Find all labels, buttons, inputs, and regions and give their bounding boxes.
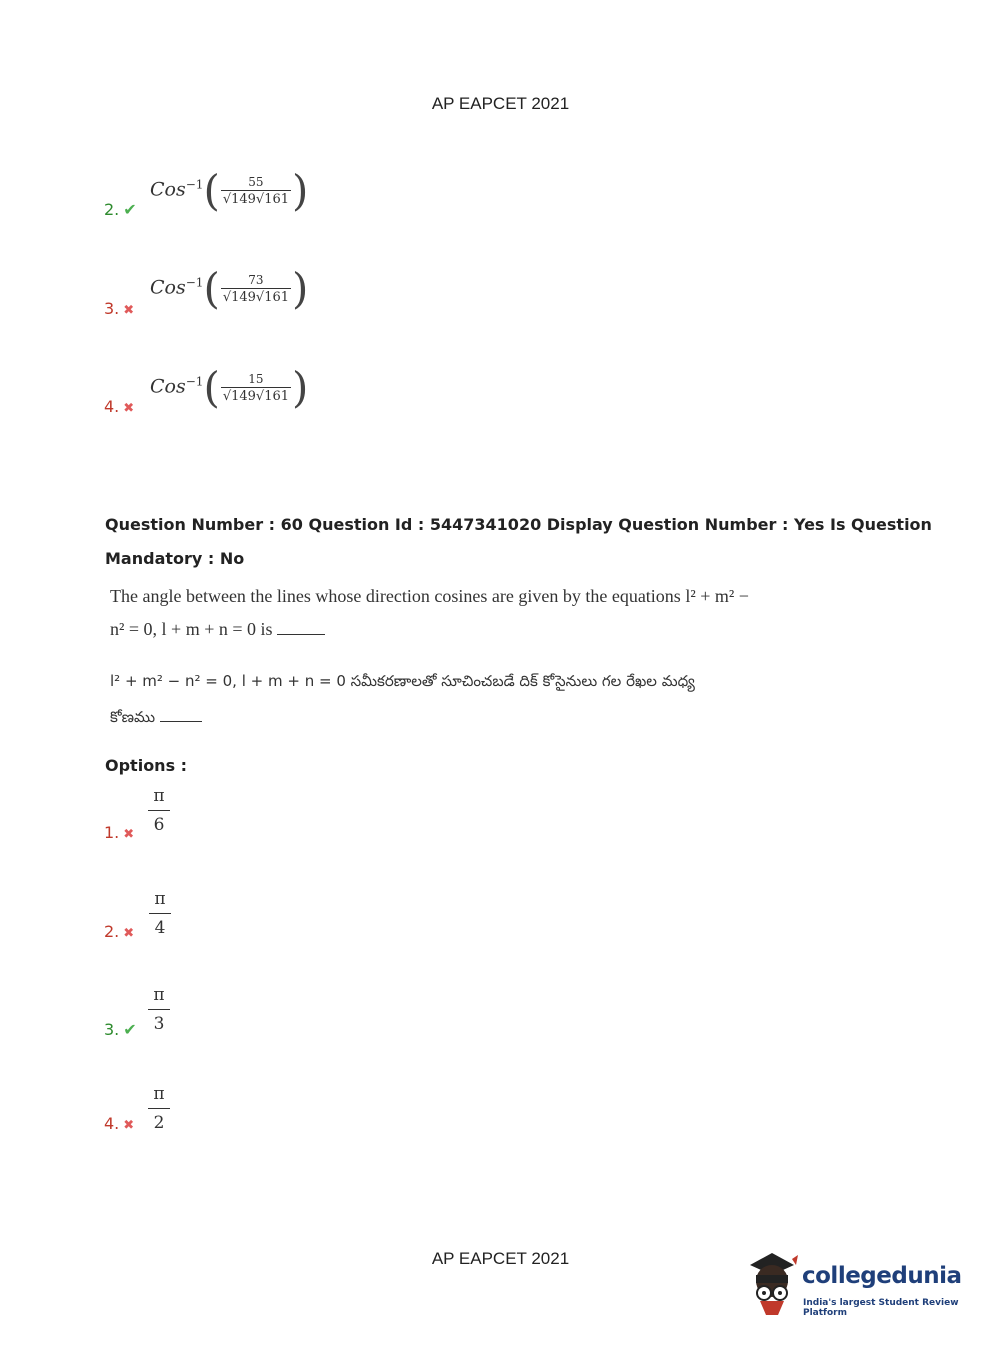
- question-meta-line2: Mandatory : No: [105, 549, 245, 568]
- cross-icon: ✖: [123, 401, 135, 416]
- page-footer-title: AP EAPCET 2021: [431, 1249, 570, 1268]
- cross-icon: ✖: [123, 827, 135, 842]
- mascot-icon: [742, 1251, 800, 1317]
- answer-blank: [277, 620, 325, 635]
- option-2-fraction: π 4: [148, 889, 172, 938]
- answer-blank: [160, 709, 202, 722]
- prev-option-3-expression: Cos$^{-1}$( $\frac{73}{√149√161}$ ): [150, 264, 309, 313]
- check-icon: ✔: [123, 1020, 137, 1039]
- option-1-number: 1. ✖: [104, 823, 135, 842]
- prev-option-4-expression: Cos$^{-1}$( $\frac{15}{√149√161}$ ): [150, 363, 309, 412]
- option-1-fraction: π 6: [147, 786, 171, 835]
- prev-option-2-number: 2. ✔: [104, 200, 137, 219]
- logo-text: collegedunia: [802, 1263, 962, 1289]
- option-4-number: 4. ✖: [104, 1114, 135, 1133]
- option-2-number: 2. ✖: [104, 922, 135, 941]
- cross-icon: ✖: [123, 303, 135, 318]
- question-text-english-line1: The angle between the lines whose direction cosines are given by the equations l² + m² −: [110, 586, 749, 606]
- option-3-fraction: π 3: [147, 985, 171, 1034]
- cross-icon: ✖: [123, 1118, 135, 1133]
- cross-icon: ✖: [123, 926, 135, 941]
- prev-option-4-number: 4. ✖: [104, 397, 135, 416]
- question-text-telugu-line2: కోణము: [110, 708, 202, 730]
- question-text-english-line2: n² = 0, l + m + n = 0 is: [110, 619, 325, 640]
- option-4-fraction: π 2: [147, 1084, 171, 1133]
- question-text-telugu-line1: l² + m² − n² = 0, l + m + n = 0 సమీకరణాలతో సూచించబడే దిక్ కోసైనులు గల రేఖల మధ్య: [110, 672, 695, 690]
- prev-option-2-expression: Cos$^{-1}$( $\frac{55}{√149√161}$ ): [150, 166, 309, 215]
- options-label: Options :: [105, 756, 188, 775]
- question-meta-line1: Question Number : 60 Question Id : 5447341020 Display Question Number : Yes Is Question: [105, 515, 932, 534]
- logo-tagline: India's largest Student Review Platform: [803, 1298, 959, 1318]
- check-icon: ✔: [123, 200, 137, 219]
- option-3-number: 3. ✔: [104, 1020, 137, 1039]
- page-header-title: AP EAPCET 2021: [431, 94, 570, 113]
- prev-option-3-number: 3. ✖: [104, 299, 135, 318]
- collegedunia-logo: [742, 1247, 970, 1319]
